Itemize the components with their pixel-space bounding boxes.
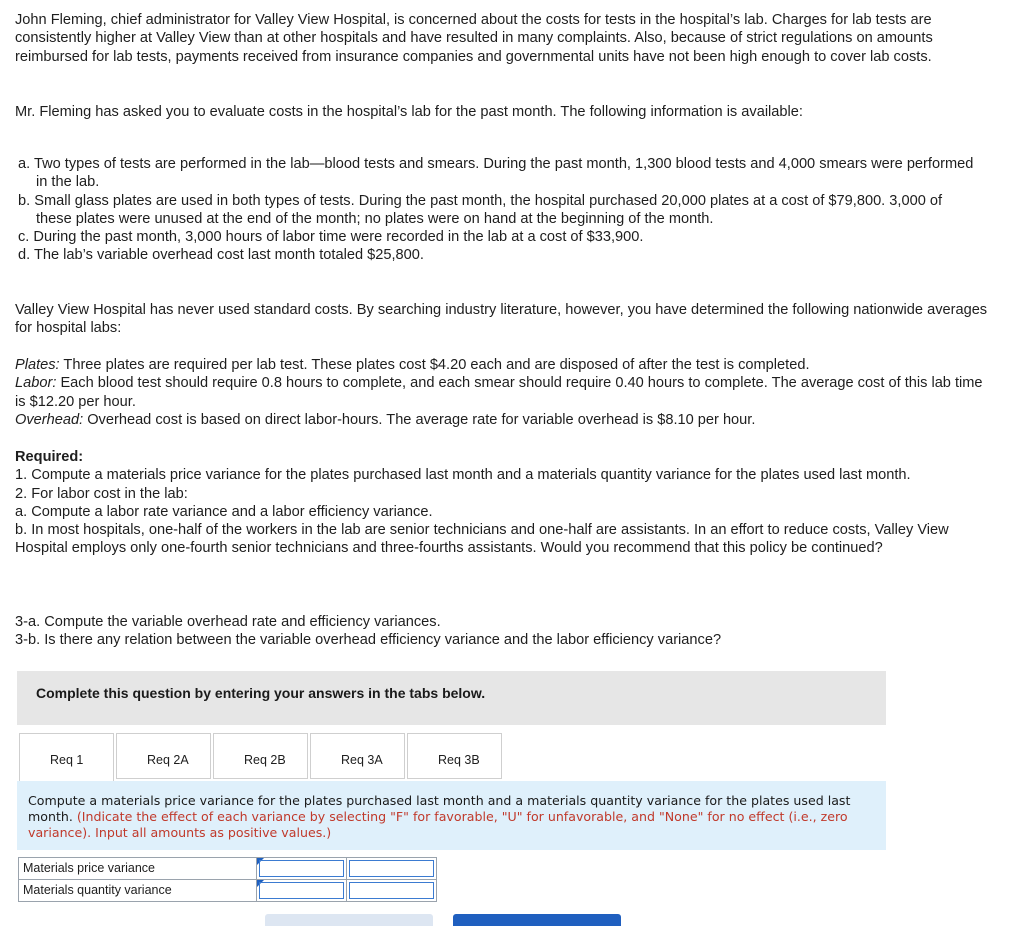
plates-text: Three plates are required per lab test. These plates cost $4.20 each and are disposed of after the test is completed. (59, 357, 810, 373)
required-2: 2. For labor cost in the lab: (15, 485, 188, 502)
table-row (19, 858, 437, 880)
tab-req-3b-label: Req 3B (438, 753, 480, 767)
overhead-text: Overhead cost is based on direct labor-hours. The average rate for variable overhead is $8.10 per hour. (83, 411, 756, 428)
materials-price-variance-amount-input[interactable] (257, 858, 347, 880)
fact-d: d. The lab’s variable overhead cost last month totaled $25,800. (18, 247, 424, 264)
fact-c: c. During the past month, 3,000 hours of labor time were recorded in the lab at a cost of $33,900. (18, 229, 644, 246)
intro-paragraph-2: Mr. Fleming has asked you to evaluate costs in the hospital’s lab for the past month. The following information is available: (15, 104, 803, 120)
tab-req-2a-label: Req 2A (147, 753, 189, 767)
intro-paragraph-1: John Fleming, chief administrator for Valley View Hospital, is concerned about the costs for tests in the hospital’s lab. Charges for lab tests are consistently higher at Valley View than at other hospitals and have resulted in many complaints. Also, because of strict regulations on amounts reimbursed for lab tests, payments received from insurance companies and governmental units have not been high enough to cover lab costs. (15, 12, 933, 65)
complete-banner-text: Complete this question by entering your answers in the tabs below. (36, 685, 486, 701)
required-1: 1. Compute a materials price variance for the plates purchased last month and a materials quantity variance for the plates used last month. (15, 467, 911, 484)
standards-block (15, 356, 995, 429)
materials-quantity-variance-label: Materials quantity variance (19, 880, 257, 902)
variance-table (18, 857, 437, 902)
required-2b: b. In most hospitals, one-half of the workers in the lab are senior technicians and one-half are assistants. In an effort to reduce costs, Valley View Hospital employs only one-fourth senior technicians and three-fourths assistants. Would you recommend that this policy be continued? (15, 522, 949, 557)
instruction-box (17, 781, 886, 850)
materials-price-variance-effect-select[interactable] (347, 858, 437, 880)
tab-req-3b[interactable] (407, 733, 502, 779)
standard-labor (15, 374, 995, 411)
next-button[interactable] (453, 914, 621, 926)
materials-quantity-variance-effect-select[interactable] (347, 880, 437, 902)
complete-banner (17, 671, 886, 725)
required-3b: 3-b. Is there any relation between the variable overhead efficiency variance and the labor efficiency variance? (15, 632, 722, 649)
labor-text: Each blood test should require 0.8 hours to complete, and each smear should require 0.40 hours to complete. The average cost of this lab time is $12.20 per hour. (15, 375, 983, 410)
required-3-block (15, 613, 995, 650)
tab-req-3a[interactable] (310, 733, 405, 779)
fact-b: b. Small glass plates are used in both types of tests. During the past month, the hospital purchased 20,000 plates at a cost of $79,800. 3,000 of these plates were unused at the end of the month; no plates were on hand at the beginning of the month. (18, 192, 943, 227)
tab-req-2a[interactable] (116, 733, 211, 779)
standard-overhead (15, 411, 995, 429)
fact-a: a. Two types of tests are performed in the lab—blood tests and smears. During the past month, 1,300 blood tests and 4,000 smears were performed in the lab. (18, 156, 974, 191)
tab-req-1[interactable] (19, 733, 114, 782)
required-block (15, 448, 995, 558)
facts-list (18, 155, 978, 265)
instruction-note: (Indicate the effect of each variance by selecting "F" for favorable, "U" for unfavorable, and "None" for no effect (i.e., zero variance). Input all amounts as positive values.) (28, 809, 848, 840)
tab-req-2b-label: Req 2B (244, 753, 286, 767)
materials-quantity-variance-amount-input[interactable] (257, 880, 347, 902)
standards-intro: Valley View Hospital has never used standard costs. By searching industry literature, however, you have determined the following nationwide averages for hospital labs: (15, 302, 988, 337)
tab-req-3a-label: Req 3A (341, 753, 383, 767)
table-row (19, 880, 437, 902)
tab-req-2b[interactable] (213, 733, 308, 779)
plates-label: Plates: (15, 357, 60, 373)
standard-plates (15, 356, 995, 374)
overhead-label: Overhead: (15, 411, 84, 428)
required-heading: Required: (15, 449, 84, 465)
required-2a: a. Compute a labor rate variance and a labor efficiency variance. (15, 503, 433, 520)
previous-button[interactable] (265, 914, 433, 926)
materials-price-variance-label: Materials price variance (19, 858, 257, 880)
tab-req-1-label: Req 1 (50, 753, 84, 767)
instruction-text: Compute a materials price variance for the plates purchased last month and a materials quantity variance for the plates used last month. (28, 793, 851, 824)
labor-label: Labor: (15, 375, 57, 392)
required-3a: 3-a. Compute the variable overhead rate and efficiency variances. (15, 614, 441, 630)
